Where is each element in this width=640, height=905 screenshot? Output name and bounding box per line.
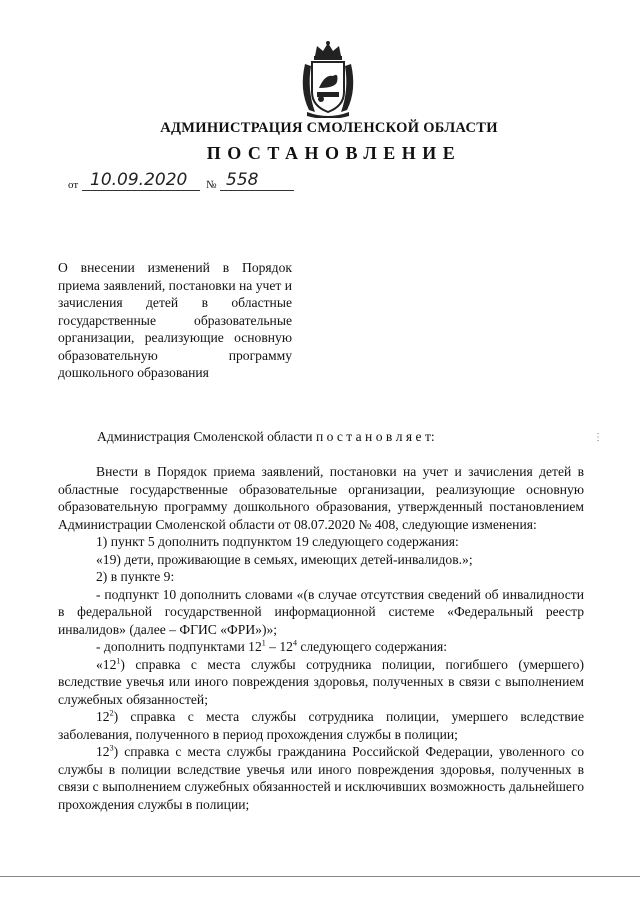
body-paragraph: [58, 708, 584, 743]
superscript: 1: [261, 638, 266, 648]
text-fragment: 12: [96, 744, 110, 759]
coat-of-arms-emblem: [295, 40, 361, 118]
date-prefix: от: [68, 179, 79, 191]
body-paragraph: 1) пункт 5 дополнить подпунктом 19 следующего содержания:: [96, 534, 459, 549]
handwritten-number: 558: [226, 170, 259, 190]
document-body: [58, 463, 584, 813]
scan-artifact-dots: ⋮: [593, 432, 603, 443]
body-paragraph: [58, 743, 584, 813]
text-fragment: следующего содержания:: [296, 639, 448, 654]
number-underline: [220, 190, 294, 191]
body-paragraph: «19) дети, проживающие в семьях, имеющих детей-инвалидов.»;: [96, 551, 473, 567]
body-paragraph: 2) в пункте 9:: [96, 569, 175, 584]
body-paragraph: - подпункт 10 дополнить словами «(в случае отсутствия сведений об инвалидности в федеральной государственной информационной системе «Федеральный реестр инвалидов» (далее – ФГИС «ФРИ»)»;: [58, 586, 584, 637]
number-prefix: №: [206, 179, 217, 191]
document-type-title: ПОСТАНОВЛЕНИЕ: [206, 143, 462, 163]
text-fragment: ) справка с места службы сотрудника полиции, погибшего (умершего) вследствие увечья или иного повреждения здоровья, полученных в связи с выполнением служебных обязанностей;: [58, 656, 584, 707]
text-fragment: 12: [96, 709, 110, 724]
body-paragraph: Внести в Порядок приема заявлений, постановки на учет и зачисления детей в областные государственные образовательные организации, реализующие основную образовательную программу дошкольного образования, утвержденный постановлением Администрации Смоленской области от 08.07.2020 № 408, следующие изменения:: [58, 464, 584, 532]
date-number-line: [68, 170, 308, 196]
text-fragment: ) справка с места службы сотрудника полиции, умершего вследствие заболевания, полученного в период прохождения службы в полиции;: [58, 709, 584, 742]
text-fragment: – 12: [265, 639, 293, 654]
organization-name: АДМИНИСТРАЦИЯ СМОЛЕНСКОЙ ОБЛАСТИ: [160, 120, 498, 136]
superscript: 2: [109, 708, 114, 718]
superscript: 3: [109, 743, 114, 753]
handwritten-date: 10.09.2020: [90, 170, 188, 190]
superscript: 1: [116, 655, 121, 665]
body-paragraph: [58, 656, 584, 709]
text-fragment: «12: [96, 656, 117, 672]
preamble-text: Администрация Смоленской области п о с т а н о в л я е т:: [97, 429, 435, 444]
text-fragment: - дополнить подпунктами 12: [96, 639, 262, 654]
scan-edge-line: [0, 876, 640, 877]
date-underline: [82, 190, 200, 191]
text-fragment: ) справка с места службы гражданина Российской Федерации, уволенного со службы в полиции вследствие увечья или иного повреждения здоровья, полученных в связи с выполнением служебных обязанностей и исключивших возможность дальнейшего прохождения службы в полиции;: [58, 744, 584, 812]
superscript: 4: [292, 638, 297, 648]
body-paragraph: [58, 638, 584, 656]
document-subject: О внесении изменений в Порядок приема заявлений, постановки на учет и зачисления детей в областные государственные образовательные организации, реализующие основную образовательную программу дошкольного образования: [58, 260, 292, 380]
